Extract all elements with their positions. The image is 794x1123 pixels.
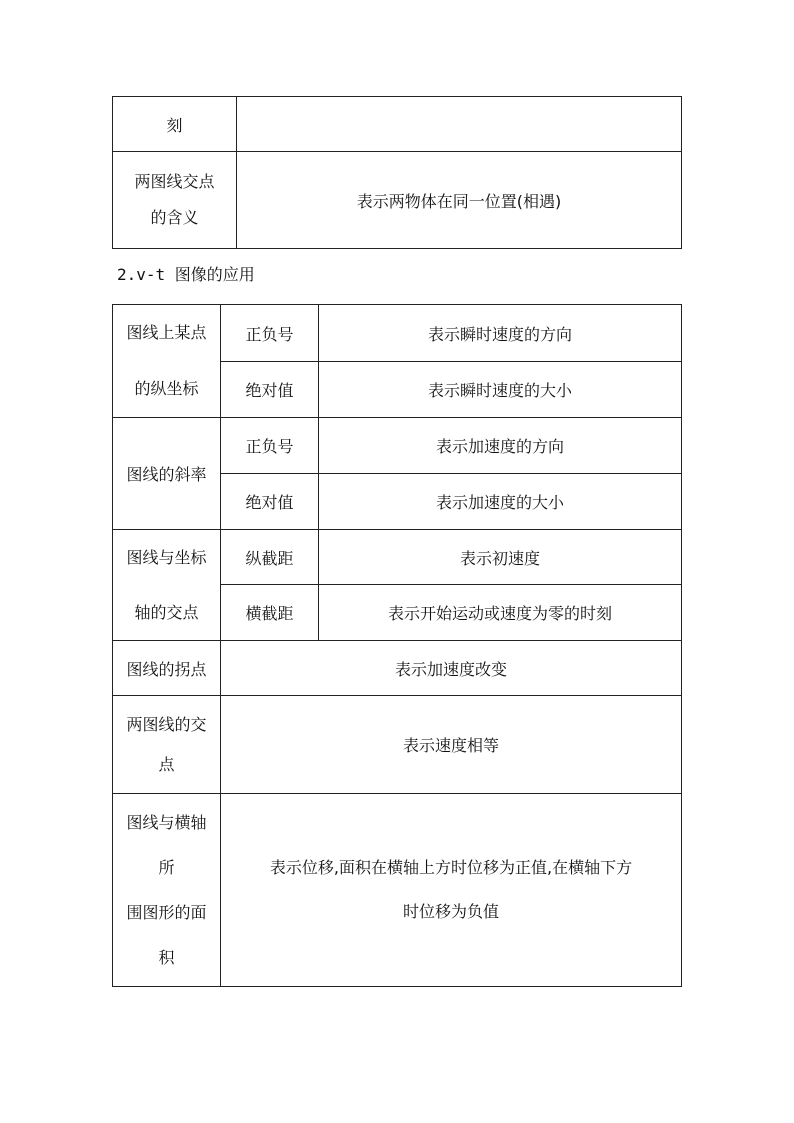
row-value-intersection: 表示两物体在同一位置(相遇)	[237, 152, 682, 249]
ordinate-abs-desc: 表示瞬时速度的大小	[319, 362, 682, 418]
inflection-desc: 表示加速度改变	[221, 641, 682, 696]
slope-sign-desc: 表示加速度的方向	[319, 418, 682, 474]
slope-abs-sub: 绝对值	[221, 474, 319, 530]
intersection-desc: 表示速度相等	[221, 696, 682, 794]
label-line: 的含义	[150, 208, 199, 227]
label-line: 所	[158, 858, 175, 877]
label-line: 图线与坐标	[126, 548, 207, 567]
vt-graph-table	[112, 304, 682, 987]
area-label	[113, 794, 221, 987]
label-line: 两图线的交	[126, 714, 207, 734]
slope-abs-desc: 表示加速度的大小	[319, 474, 682, 530]
ordinate-abs-sub: 绝对值	[221, 362, 319, 418]
label-line: 图线上某点	[126, 323, 207, 342]
intercept-label	[113, 530, 221, 641]
desc-line: 表示位移,面积在横轴上方时位移为正值,在横轴下方	[269, 858, 633, 877]
row-label-moment: 刻	[113, 97, 237, 152]
slope-sign-sub: 正负号	[221, 418, 319, 474]
intersection-label	[113, 696, 221, 794]
area-desc	[221, 794, 682, 987]
desc-line: 时位移为负值	[402, 902, 499, 921]
label-line: 的纵坐标	[134, 379, 199, 398]
intercept-horizontal-desc: 表示开始运动或速度为零的时刻	[319, 585, 682, 641]
inflection-label: 图线的拐点	[113, 641, 221, 696]
label-line: 围图形的面	[126, 903, 207, 922]
definition-table-top	[112, 96, 682, 249]
label-line: 点	[158, 754, 175, 774]
label-line: 两图线交点	[134, 172, 215, 191]
intercept-vertical-sub: 纵截距	[221, 530, 319, 585]
label-line: 积	[158, 948, 175, 967]
section-title: 2.v-t 图像的应用	[117, 265, 255, 284]
intercept-vertical-desc: 表示初速度	[319, 530, 682, 585]
row-label-intersection	[113, 152, 237, 249]
ordinate-label	[113, 305, 221, 418]
ordinate-sign-sub: 正负号	[221, 305, 319, 362]
ordinate-sign-desc: 表示瞬时速度的方向	[319, 305, 682, 362]
label-line: 轴的交点	[134, 603, 199, 622]
label-line: 图线与横轴	[126, 813, 207, 832]
row-value-moment	[237, 97, 682, 152]
slope-label: 图线的斜率	[113, 418, 221, 530]
intercept-horizontal-sub: 横截距	[221, 585, 319, 641]
